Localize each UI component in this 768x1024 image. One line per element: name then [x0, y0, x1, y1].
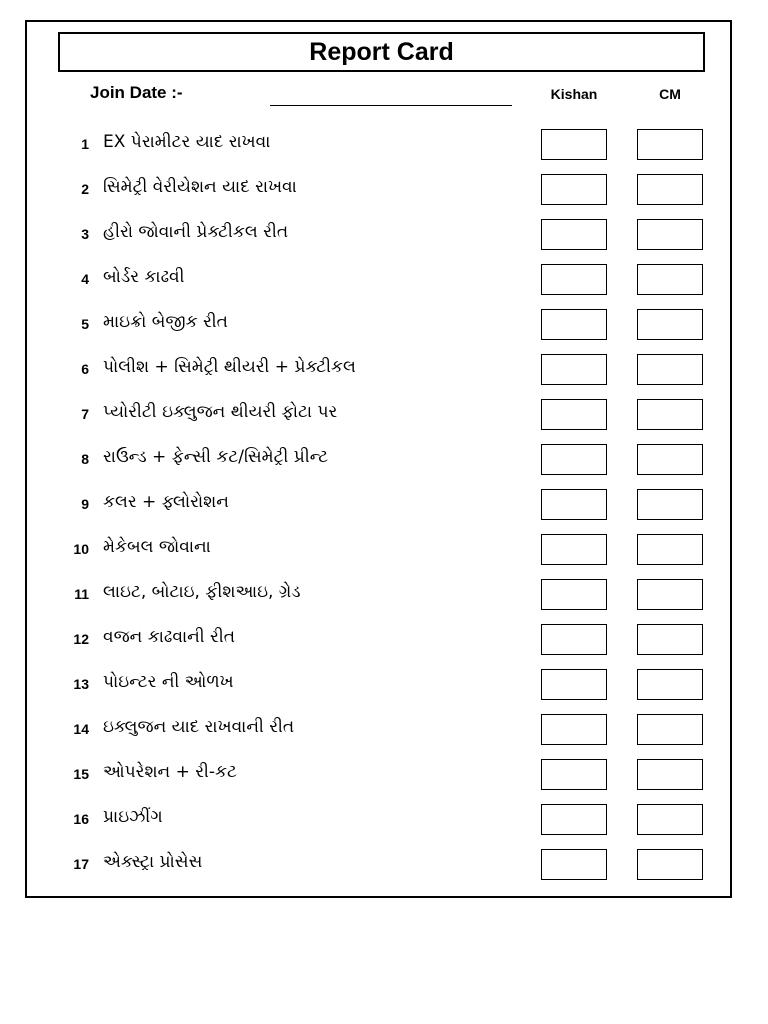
- join-date-field[interactable]: [270, 105, 512, 106]
- item-number: 9: [81, 496, 89, 512]
- kishan-checkbox[interactable]: [541, 624, 607, 655]
- kishan-checkbox[interactable]: [541, 309, 607, 340]
- list-item: [27, 126, 730, 171]
- kishan-checkbox[interactable]: [541, 759, 607, 790]
- cm-checkbox[interactable]: [637, 489, 703, 520]
- item-text: ઇક્લુજન યાદ રાખવાની રીત: [103, 717, 295, 737]
- cm-checkbox[interactable]: [637, 399, 703, 430]
- cm-checkbox[interactable]: [637, 219, 703, 250]
- kishan-checkbox[interactable]: [541, 489, 607, 520]
- report-card-sheet: [25, 20, 732, 898]
- list-item: [27, 441, 730, 486]
- join-date-label: Join Date :-: [90, 83, 183, 102]
- item-text: એક્સ્ટ્રા પ્રોસેસ: [103, 852, 203, 872]
- item-text: લાઇટ, બોટાઇ, ફીશઆઇ, ગ્રેડ: [103, 582, 301, 602]
- item-number: 2: [81, 181, 89, 197]
- cm-checkbox[interactable]: [637, 174, 703, 205]
- cm-checkbox[interactable]: [637, 714, 703, 745]
- item-number: 6: [81, 361, 89, 377]
- cm-checkbox[interactable]: [637, 354, 703, 385]
- item-text: રાઉન્ડ + ફેન્સી કટ/સિમેટ્રી પ્રીન્ટ: [103, 447, 329, 467]
- item-number: 5: [81, 316, 89, 332]
- cm-checkbox[interactable]: [637, 534, 703, 565]
- cm-checkbox[interactable]: [637, 264, 703, 295]
- kishan-checkbox[interactable]: [541, 534, 607, 565]
- kishan-checkbox[interactable]: [541, 174, 607, 205]
- item-text: વજન કાઢવાની રીત: [103, 627, 235, 647]
- cm-checkbox[interactable]: [637, 129, 703, 160]
- list-item: [27, 666, 730, 711]
- cm-checkbox[interactable]: [637, 309, 703, 340]
- cm-checkbox[interactable]: [637, 759, 703, 790]
- kishan-checkbox[interactable]: [541, 264, 607, 295]
- kishan-checkbox[interactable]: [541, 354, 607, 385]
- kishan-checkbox[interactable]: [541, 849, 607, 880]
- page-title: Report Card: [309, 37, 454, 66]
- item-number: 1: [81, 136, 89, 152]
- title-box: [58, 32, 705, 72]
- column-header-kishan: Kishan: [550, 86, 598, 102]
- item-number: 3: [81, 226, 89, 242]
- item-text: મેકેબલ જોવાના: [103, 537, 211, 557]
- list-item: [27, 261, 730, 306]
- list-item: [27, 171, 730, 216]
- item-text: સિમેટ્રી વેરીયેશન યાદ રાખવા: [103, 177, 297, 197]
- cm-checkbox[interactable]: [637, 624, 703, 655]
- item-number: 12: [73, 631, 89, 647]
- item-text: EX પેરામીટર યાદ રાખવા: [103, 132, 271, 152]
- kishan-checkbox[interactable]: [541, 219, 607, 250]
- item-number: 10: [73, 541, 89, 557]
- cm-checkbox[interactable]: [637, 669, 703, 700]
- list-item: [27, 846, 730, 891]
- kishan-checkbox[interactable]: [541, 579, 607, 610]
- item-number: 7: [81, 406, 89, 422]
- list-item: [27, 621, 730, 666]
- kishan-checkbox[interactable]: [541, 669, 607, 700]
- item-text: પ્રાઇઝીંગ: [103, 807, 163, 827]
- item-text: પ્યોરીટી ઇક્લુજન થીયરી ફોટા પર: [103, 402, 338, 422]
- item-text: પોલીશ + સિમેટ્રી થીયરી + પ્રેક્ટીકલ: [103, 357, 356, 377]
- item-text: બોર્ડર કાઢવી: [103, 267, 185, 287]
- item-number: 4: [81, 271, 89, 287]
- item-number: 17: [73, 856, 89, 872]
- cm-checkbox[interactable]: [637, 444, 703, 475]
- item-number: 16: [73, 811, 89, 827]
- list-item: [27, 396, 730, 441]
- list-item: [27, 756, 730, 801]
- list-item: [27, 801, 730, 846]
- cm-checkbox[interactable]: [637, 804, 703, 835]
- list-item: [27, 531, 730, 576]
- item-text: કલર + ફ્લોરોશન: [103, 492, 229, 512]
- kishan-checkbox[interactable]: [541, 129, 607, 160]
- list-item: [27, 306, 730, 351]
- column-header-cm: CM: [659, 86, 681, 102]
- item-text: હીરો જોવાની પ્રેક્ટીકલ રીત: [103, 222, 289, 242]
- item-text: પોઇન્ટર ની ઓળખ: [103, 672, 234, 692]
- item-number: 13: [73, 676, 89, 692]
- item-number: 15: [73, 766, 89, 782]
- kishan-checkbox[interactable]: [541, 714, 607, 745]
- item-list: [27, 126, 730, 891]
- cm-checkbox[interactable]: [637, 579, 703, 610]
- item-number: 11: [74, 586, 89, 602]
- item-number: 14: [73, 721, 89, 737]
- cm-checkbox[interactable]: [637, 849, 703, 880]
- kishan-checkbox[interactable]: [541, 444, 607, 475]
- item-text: ઓપરેશન + રી-કટ: [103, 762, 237, 782]
- list-item: [27, 486, 730, 531]
- list-item: [27, 576, 730, 621]
- list-item: [27, 711, 730, 756]
- list-item: [27, 216, 730, 261]
- item-text: માઇક્રો બેજીક રીત: [103, 312, 228, 332]
- list-item: [27, 351, 730, 396]
- item-number: 8: [81, 451, 89, 467]
- kishan-checkbox[interactable]: [541, 804, 607, 835]
- kishan-checkbox[interactable]: [541, 399, 607, 430]
